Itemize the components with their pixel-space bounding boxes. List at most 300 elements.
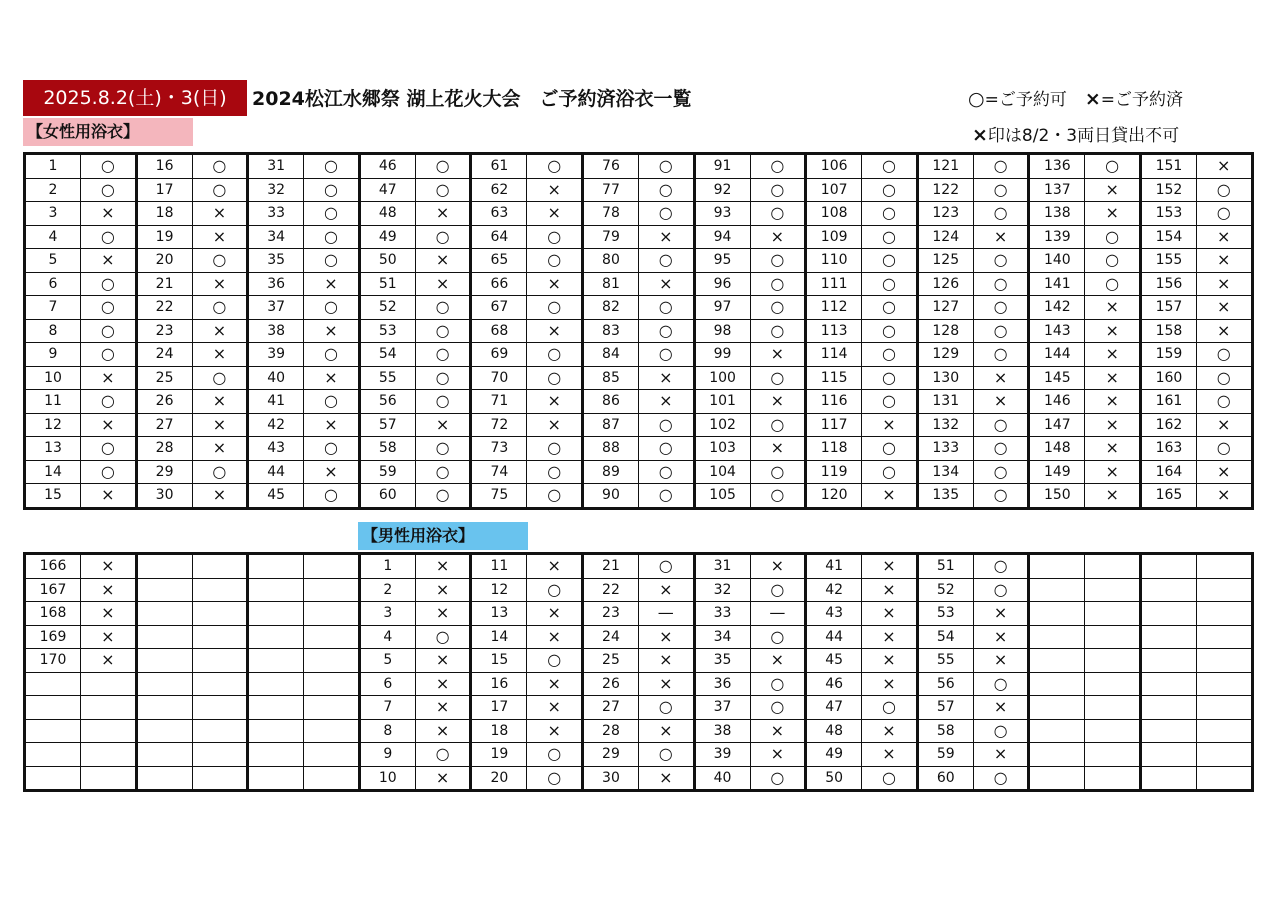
table-row [25, 413, 1253, 437]
yukata-number: 92 [694, 178, 750, 202]
unavailable-note [972, 122, 1179, 149]
yukata-number: 12 [471, 578, 527, 602]
reservation-status: ○ [638, 437, 694, 461]
reservation-status: × [638, 578, 694, 602]
reservation-status: ○ [973, 554, 1029, 579]
reservation-status: × [638, 225, 694, 249]
yukata-number: 169 [25, 625, 81, 649]
table-row [25, 296, 1253, 320]
reservation-status: ○ [1196, 178, 1252, 202]
yukata-number: 66 [471, 272, 527, 296]
reservation-status: × [1196, 296, 1252, 320]
yukata-number: 77 [582, 178, 638, 202]
reservation-status: × [973, 696, 1029, 720]
reservation-status: × [638, 625, 694, 649]
empty-cell [1029, 696, 1085, 720]
table-row [25, 437, 1253, 461]
yukata-number: 10 [359, 766, 415, 791]
yukata-number: 149 [1029, 460, 1085, 484]
yukata-number: 56 [359, 390, 415, 414]
empty-cell [1029, 719, 1085, 743]
reservation-status: × [192, 343, 248, 367]
yukata-number: 79 [582, 225, 638, 249]
reservation-status: × [973, 390, 1029, 414]
yukata-number: 22 [582, 578, 638, 602]
reservation-status: ○ [862, 154, 918, 179]
yukata-number: 38 [694, 719, 750, 743]
yukata-number: 14 [471, 625, 527, 649]
reservation-status: ○ [527, 766, 583, 791]
empty-cell [192, 672, 248, 696]
table-row [25, 460, 1253, 484]
yukata-number: 80 [582, 249, 638, 273]
empty-cell [1085, 696, 1141, 720]
yukata-number: 42 [806, 578, 862, 602]
reservation-status: × [1196, 319, 1252, 343]
yukata-number: 6 [359, 672, 415, 696]
empty-cell [1029, 766, 1085, 791]
yukata-number: 17 [471, 696, 527, 720]
reservation-status: ○ [304, 484, 360, 509]
yukata-number: 13 [25, 437, 81, 461]
table-row [25, 766, 1253, 791]
yukata-number: 19 [471, 743, 527, 767]
male-section-label: 【男性用浴衣】 [358, 522, 528, 550]
reservation-status: × [750, 554, 806, 579]
empty-cell [248, 766, 304, 791]
yukata-number: 2 [359, 578, 415, 602]
yukata-number: 34 [694, 625, 750, 649]
yukata-number: 47 [359, 178, 415, 202]
reservation-status: × [1196, 484, 1252, 509]
yukata-number: 156 [1140, 272, 1196, 296]
yukata-number: 48 [359, 202, 415, 226]
yukata-number: 82 [582, 296, 638, 320]
empty-cell [81, 696, 137, 720]
empty-cell [1196, 743, 1252, 767]
yukata-number: 148 [1029, 437, 1085, 461]
reservation-status: × [81, 578, 137, 602]
yukata-number: 53 [359, 319, 415, 343]
empty-cell [136, 625, 192, 649]
empty-cell [25, 696, 81, 720]
empty-cell [248, 719, 304, 743]
empty-cell [25, 743, 81, 767]
reservation-status: ○ [750, 178, 806, 202]
yukata-number: 52 [917, 578, 973, 602]
reservation-status: ○ [973, 154, 1029, 179]
yukata-number: 76 [582, 154, 638, 179]
reservation-status: × [527, 696, 583, 720]
reservation-status: × [973, 225, 1029, 249]
yukata-number: 31 [694, 554, 750, 579]
yukata-number: 47 [806, 696, 862, 720]
reservation-status: × [527, 272, 583, 296]
reservation-status: ○ [81, 178, 137, 202]
reservation-status: ○ [973, 578, 1029, 602]
reservation-status: ○ [81, 460, 137, 484]
reservation-status: × [973, 366, 1029, 390]
reservation-status: ○ [415, 460, 471, 484]
reservation-status: × [527, 319, 583, 343]
reservation-status: ○ [750, 272, 806, 296]
empty-cell [192, 649, 248, 673]
reservation-status: × [527, 719, 583, 743]
yukata-number: 85 [582, 366, 638, 390]
empty-cell [1140, 578, 1196, 602]
reservation-status: ○ [638, 319, 694, 343]
reservation-status: ○ [750, 249, 806, 273]
yukata-number: 45 [248, 484, 304, 509]
yukata-number: 78 [582, 202, 638, 226]
yukata-number: 139 [1029, 225, 1085, 249]
yukata-number: 163 [1140, 437, 1196, 461]
table-row [25, 602, 1253, 626]
reservation-status: ○ [527, 484, 583, 509]
reservation-status: × [862, 602, 918, 626]
reservation-status: × [973, 625, 1029, 649]
yukata-number: 144 [1029, 343, 1085, 367]
yukata-number: 93 [694, 202, 750, 226]
reservation-status: — [750, 602, 806, 626]
reservation-status: × [973, 602, 1029, 626]
empty-cell [192, 766, 248, 791]
empty-cell [1196, 672, 1252, 696]
reservation-status: ○ [415, 225, 471, 249]
yukata-number: 5 [25, 249, 81, 273]
yukata-number: 4 [25, 225, 81, 249]
yukata-number: 40 [248, 366, 304, 390]
reservation-status: × [1196, 154, 1252, 179]
yukata-number: 59 [917, 743, 973, 767]
yukata-number: 153 [1140, 202, 1196, 226]
reservation-status: × [1085, 343, 1141, 367]
yukata-number: 16 [136, 154, 192, 179]
reservation-status: ○ [527, 249, 583, 273]
reservation-status: ○ [304, 296, 360, 320]
yukata-number: 58 [359, 437, 415, 461]
reservation-status: ○ [862, 296, 918, 320]
reservation-status: × [1196, 272, 1252, 296]
reservation-status: ○ [1196, 390, 1252, 414]
yukata-number: 161 [1140, 390, 1196, 414]
reservation-status: ○ [415, 743, 471, 767]
yukata-number: 123 [917, 202, 973, 226]
yukata-number: 52 [359, 296, 415, 320]
yukata-number: 8 [25, 319, 81, 343]
empty-cell [192, 602, 248, 626]
empty-cell [136, 578, 192, 602]
reservation-status: ○ [192, 296, 248, 320]
empty-cell [1196, 649, 1252, 673]
yukata-number: 14 [25, 460, 81, 484]
reservation-status: ○ [750, 202, 806, 226]
yukata-number: 141 [1029, 272, 1085, 296]
empty-cell [1085, 625, 1141, 649]
reservation-status: × [1085, 202, 1141, 226]
reservation-status: ○ [415, 484, 471, 509]
reservation-status: ○ [415, 154, 471, 179]
empty-cell [248, 554, 304, 579]
reservation-status: ○ [750, 319, 806, 343]
yukata-number: 131 [917, 390, 973, 414]
reservation-status: × [750, 719, 806, 743]
table-row [25, 249, 1253, 273]
reservation-status: ○ [192, 366, 248, 390]
reservation-status: ○ [1085, 225, 1141, 249]
yukata-number: 95 [694, 249, 750, 273]
yukata-number: 130 [917, 366, 973, 390]
reservation-status: × [304, 272, 360, 296]
yukata-number: 75 [471, 484, 527, 509]
reservation-status: ○ [81, 343, 137, 367]
yukata-number: 6 [25, 272, 81, 296]
yukata-number: 103 [694, 437, 750, 461]
reservation-status: ○ [638, 484, 694, 509]
reservation-status: × [862, 554, 918, 579]
empty-cell [248, 696, 304, 720]
reservation-status: × [81, 249, 137, 273]
reservation-status: ○ [862, 202, 918, 226]
yukata-number: 23 [136, 319, 192, 343]
yukata-number: 33 [694, 602, 750, 626]
reservation-status: ○ [638, 202, 694, 226]
yukata-number: 8 [359, 719, 415, 743]
yukata-number: 44 [248, 460, 304, 484]
reservation-status: ○ [192, 178, 248, 202]
reservation-status: ○ [304, 343, 360, 367]
yukata-number: 122 [917, 178, 973, 202]
yukata-number: 102 [694, 413, 750, 437]
table-row [25, 390, 1253, 414]
empty-cell [1029, 672, 1085, 696]
reservation-status: ○ [973, 719, 1029, 743]
yukata-number: 147 [1029, 413, 1085, 437]
reservation-status: ○ [638, 460, 694, 484]
reservation-status: ○ [638, 249, 694, 273]
reservation-status: ○ [750, 578, 806, 602]
table-row [25, 319, 1253, 343]
table-row [25, 696, 1253, 720]
yukata-number: 150 [1029, 484, 1085, 509]
yukata-number: 111 [806, 272, 862, 296]
empty-cell [81, 743, 137, 767]
reservation-status: ○ [973, 413, 1029, 437]
yukata-number: 54 [359, 343, 415, 367]
yukata-number: 18 [136, 202, 192, 226]
table-row [25, 554, 1253, 579]
reservation-status: × [415, 554, 471, 579]
yukata-number: 98 [694, 319, 750, 343]
empty-cell [1140, 672, 1196, 696]
empty-cell [1029, 578, 1085, 602]
yukata-number: 74 [471, 460, 527, 484]
yukata-number: 42 [248, 413, 304, 437]
reservation-status: ○ [862, 178, 918, 202]
reservation-status: ○ [1196, 366, 1252, 390]
reservation-status: ○ [1196, 437, 1252, 461]
reservation-status: ○ [527, 578, 583, 602]
reservation-status: ○ [304, 390, 360, 414]
empty-cell [1140, 696, 1196, 720]
reservation-status: × [192, 319, 248, 343]
reservation-status: ○ [81, 319, 137, 343]
yukata-number: 63 [471, 202, 527, 226]
yukata-number: 137 [1029, 178, 1085, 202]
reservation-status: ○ [415, 319, 471, 343]
empty-cell [1196, 578, 1252, 602]
reservation-status: ○ [973, 343, 1029, 367]
reservation-status: ○ [750, 696, 806, 720]
yukata-number: 86 [582, 390, 638, 414]
reservation-status: × [1085, 437, 1141, 461]
yukata-number: 22 [136, 296, 192, 320]
empty-cell [25, 766, 81, 791]
empty-cell [1196, 602, 1252, 626]
yukata-number: 15 [25, 484, 81, 509]
empty-cell [192, 743, 248, 767]
yukata-number: 106 [806, 154, 862, 179]
yukata-number: 170 [25, 649, 81, 673]
yukata-number: 2 [25, 178, 81, 202]
reservation-status: ○ [973, 460, 1029, 484]
yukata-number: 58 [917, 719, 973, 743]
reservation-status: ○ [638, 343, 694, 367]
reservation-status: × [750, 649, 806, 673]
empty-cell [1085, 578, 1141, 602]
reservation-status: ○ [973, 672, 1029, 696]
empty-cell [192, 719, 248, 743]
reservation-status: ○ [304, 437, 360, 461]
yukata-number: 143 [1029, 319, 1085, 343]
yukata-number: 119 [806, 460, 862, 484]
empty-cell [136, 766, 192, 791]
yukata-number: 90 [582, 484, 638, 509]
empty-cell [136, 743, 192, 767]
reservation-status: ○ [750, 484, 806, 509]
reservation-status: ○ [638, 413, 694, 437]
empty-cell [1029, 649, 1085, 673]
yukata-number: 164 [1140, 460, 1196, 484]
reservation-status: ○ [973, 296, 1029, 320]
empty-cell [304, 602, 360, 626]
yukata-number: 41 [806, 554, 862, 579]
yukata-number: 24 [136, 343, 192, 367]
yukata-number: 48 [806, 719, 862, 743]
reservation-status: × [192, 202, 248, 226]
reservation-status: × [527, 625, 583, 649]
reservation-status: ○ [527, 649, 583, 673]
reservation-status: × [1085, 460, 1141, 484]
reservation-status: × [527, 202, 583, 226]
reservation-status: × [862, 649, 918, 673]
empty-cell [192, 578, 248, 602]
yukata-number: 28 [136, 437, 192, 461]
yukata-number: 56 [917, 672, 973, 696]
reservation-status: × [638, 766, 694, 791]
reservation-status: ○ [862, 249, 918, 273]
yukata-number: 39 [694, 743, 750, 767]
yukata-number: 140 [1029, 249, 1085, 273]
reservation-status: × [415, 672, 471, 696]
yukata-number: 35 [694, 649, 750, 673]
reservation-status: × [862, 625, 918, 649]
yukata-number: 166 [25, 554, 81, 579]
yukata-number: 112 [806, 296, 862, 320]
reservation-status: × [192, 437, 248, 461]
reservation-status: ○ [304, 225, 360, 249]
reservation-status: × [304, 319, 360, 343]
yukata-number: 1 [25, 154, 81, 179]
yukata-number: 84 [582, 343, 638, 367]
yukata-number: 134 [917, 460, 973, 484]
empty-cell [1085, 719, 1141, 743]
reservation-status: × [862, 743, 918, 767]
reservation-status: × [415, 413, 471, 437]
yukata-number: 121 [917, 154, 973, 179]
yukata-number: 70 [471, 366, 527, 390]
reservation-status: ○ [415, 366, 471, 390]
reservation-status: ○ [527, 225, 583, 249]
reservation-status: × [527, 413, 583, 437]
empty-cell [136, 672, 192, 696]
yukata-number: 46 [359, 154, 415, 179]
reservation-status: ○ [304, 202, 360, 226]
reservation-status: × [81, 554, 137, 579]
reservation-status: ○ [81, 296, 137, 320]
yukata-number: 50 [359, 249, 415, 273]
yukata-number: 44 [806, 625, 862, 649]
yukata-number: 108 [806, 202, 862, 226]
yukata-number: 23 [582, 602, 638, 626]
reservation-status: × [1085, 178, 1141, 202]
yukata-number: 40 [694, 766, 750, 791]
table-row [25, 343, 1253, 367]
empty-cell [304, 554, 360, 579]
yukata-number: 36 [694, 672, 750, 696]
yukata-number: 162 [1140, 413, 1196, 437]
yukata-number: 19 [136, 225, 192, 249]
yukata-number: 41 [248, 390, 304, 414]
yukata-number: 154 [1140, 225, 1196, 249]
yukata-number: 72 [471, 413, 527, 437]
reservation-status: ○ [527, 366, 583, 390]
empty-cell [1029, 625, 1085, 649]
yukata-number: 45 [806, 649, 862, 673]
reservation-status: ○ [973, 437, 1029, 461]
reservation-status: ○ [973, 272, 1029, 296]
male-yukata-table [23, 552, 1254, 792]
yukata-number: 16 [471, 672, 527, 696]
reservation-status: × [415, 602, 471, 626]
yukata-number: 127 [917, 296, 973, 320]
yukata-number: 81 [582, 272, 638, 296]
reservation-status: × [862, 413, 918, 437]
reservation-status: ○ [750, 413, 806, 437]
reservation-status: ○ [81, 272, 137, 296]
yukata-number: 110 [806, 249, 862, 273]
yukata-number: 116 [806, 390, 862, 414]
reservation-status: ○ [638, 178, 694, 202]
yukata-number: 157 [1140, 296, 1196, 320]
yukata-number: 11 [25, 390, 81, 414]
reservation-status: ○ [862, 696, 918, 720]
yukata-number: 71 [471, 390, 527, 414]
empty-cell [1196, 625, 1252, 649]
yukata-number: 100 [694, 366, 750, 390]
empty-cell [248, 743, 304, 767]
reservation-status: × [638, 672, 694, 696]
